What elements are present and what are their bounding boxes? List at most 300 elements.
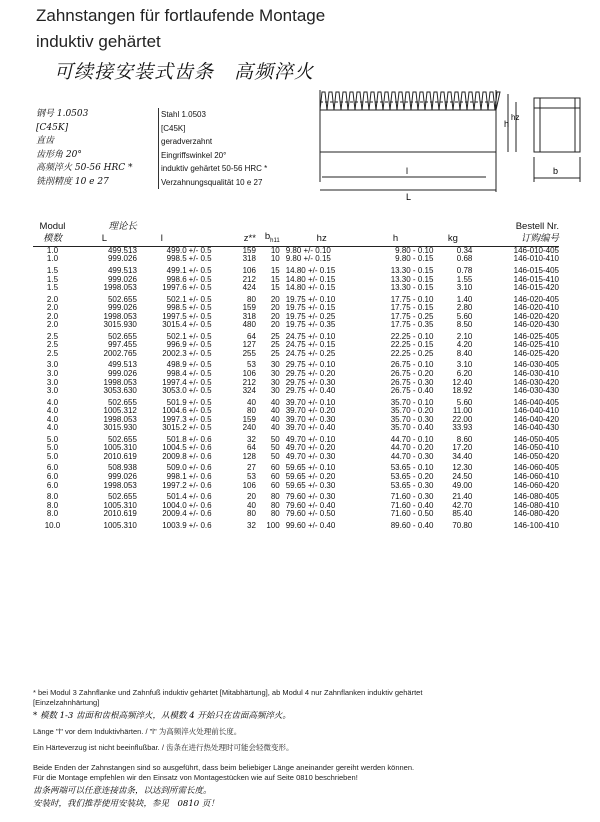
cell-kg: 8.40	[456, 348, 473, 358]
cell-l: 499.1	[166, 265, 187, 275]
cell-h: 44.70 - 0.30	[390, 451, 434, 461]
cell-hz: 19.75 +/- 0.15	[285, 303, 336, 313]
cell-l: 502.1	[166, 294, 187, 304]
cell-z: 106	[242, 369, 256, 378]
table-row	[33, 519, 559, 531]
cell-b: 60	[270, 472, 280, 482]
cell-z: 32	[247, 520, 256, 530]
cell-h: 35.70 - 0.20	[390, 406, 434, 416]
cell-b: 15	[270, 283, 280, 293]
cell-L: 1998.053	[103, 414, 137, 424]
cell-hz: 39.70 +/- 0.40	[285, 423, 336, 433]
cell-h: 26.75 - 0.20	[390, 369, 434, 378]
cell-L: 2010.619	[103, 509, 137, 519]
cell-nr: 146-030-430	[513, 386, 559, 396]
cell-hz: 39.70 +/- 0.30	[285, 414, 336, 424]
cell-l: 1004.6	[162, 406, 187, 416]
cell-hz: 24.75 +/- 0.10	[285, 331, 336, 341]
cell-tol: +/- 0.6	[188, 451, 212, 461]
cell-z: 53	[247, 360, 256, 370]
cell-hz: 59.65 +/- 0.20	[285, 472, 336, 482]
cell-tol: +/- 0.5	[188, 283, 212, 293]
header-b-sub: h11	[270, 237, 280, 244]
cell-nr: 146-050-420	[513, 451, 559, 461]
cell-hz: 29.75 +/- 0.30	[285, 377, 336, 387]
cell-tol: +/- 0.5	[188, 303, 212, 313]
cell-hz: 29.75 +/- 0.10	[285, 360, 336, 370]
cell-l: 2009.8	[162, 451, 187, 461]
cell-h: 17.75 - 0.10	[390, 294, 434, 304]
cell-kg: 3.10	[456, 360, 473, 370]
cell-z: 106	[242, 480, 256, 490]
cell-hz: 49.70 +/- 0.30	[285, 451, 336, 461]
cell-L: 502.655	[107, 294, 137, 304]
cell-z: 64	[247, 443, 256, 453]
table-row	[33, 424, 559, 433]
cell-b: 25	[270, 340, 280, 350]
cell-modul: 2.0	[46, 320, 59, 330]
cell-nr: 146-025-420	[513, 348, 559, 358]
cell-L: 499.513	[107, 245, 137, 255]
cell-h: 53.65 - 0.30	[390, 480, 434, 490]
cell-modul: 6.0	[46, 463, 59, 473]
cell-h: 26.75 - 0.30	[390, 377, 434, 387]
cell-kg: 1.40	[456, 294, 473, 304]
cell-nr: 146-050-405	[513, 434, 559, 444]
cell-z: 318	[242, 254, 256, 264]
cell-kg: 6.20	[456, 369, 473, 378]
table-row	[33, 453, 559, 462]
cell-hz: 19.75 +/- 0.10	[285, 294, 336, 304]
cell-modul: 1.5	[46, 274, 59, 284]
cell-b: 40	[270, 423, 280, 433]
cell-l: 1003.9	[162, 520, 187, 530]
header-h: h	[358, 232, 434, 246]
cell-kg: 34.40	[452, 451, 473, 461]
cell-L: 2010.619	[103, 451, 137, 461]
cell-b: 80	[270, 492, 280, 502]
cell-hz: 19.75 +/- 0.35	[285, 320, 336, 330]
cell-nr: 146-040-420	[513, 414, 559, 424]
cell-h: 17.75 - 0.25	[390, 311, 434, 321]
cell-tol: +/- 0.5	[188, 369, 212, 378]
cell-hz: 59.65 +/- 0.30	[285, 480, 336, 490]
cell-l: 1997.6	[162, 283, 187, 293]
cell-l: 2002.3	[162, 348, 187, 358]
cell-modul: 2.5	[46, 340, 59, 350]
spec-cn-item: 直齿	[36, 136, 55, 146]
cell-tol: +/- 0.5	[188, 348, 212, 358]
cell-L: 1005.310	[103, 443, 137, 453]
spec-cn-item: [C45K]	[36, 122, 69, 133]
header-modul: Modul	[39, 221, 66, 232]
spec-de-item: [C45K]	[161, 123, 186, 133]
cell-b: 20	[270, 294, 280, 304]
cell-hz: 79.60 +/- 0.30	[285, 492, 336, 502]
cell-hz: 39.70 +/- 0.20	[285, 406, 336, 416]
footnote-7-cn: 齿条两端可以任意连接齿条，以达到所需长度。	[33, 786, 212, 796]
spec-de-item: geradverzahnt	[161, 137, 213, 146]
cell-tol: +/- 0.5	[188, 320, 212, 330]
cell-kg: 2.10	[456, 331, 473, 341]
cell-L: 1998.053	[103, 480, 137, 490]
cell-z: 240	[242, 423, 256, 433]
cell-z: 64	[247, 331, 256, 341]
table-body	[33, 246, 559, 530]
cell-h: 71.60 - 0.40	[390, 500, 434, 510]
cell-L: 1005.312	[103, 406, 137, 416]
cell-l: 2009.4	[162, 509, 187, 519]
cell-L: 999.026	[107, 472, 137, 482]
cell-b: 20	[270, 303, 280, 313]
cell-l: 1997.5	[162, 311, 187, 321]
cell-b: 10	[270, 254, 280, 264]
header-b	[256, 232, 280, 246]
cell-tol: +/- 0.5	[188, 423, 212, 433]
header-L: L	[72, 232, 137, 246]
cell-b: 20	[270, 320, 280, 330]
cell-l: 998.4	[166, 369, 187, 378]
cell-z: 318	[242, 311, 256, 321]
cell-kg: 21.40	[452, 492, 473, 502]
cell-l: 509.0	[166, 463, 187, 473]
cell-kg: 1.55	[456, 274, 473, 284]
cell-hz: 79.60 +/- 0.50	[285, 509, 336, 519]
cell-tol: +/- 0.5	[188, 265, 212, 275]
cell-l: 998.5	[166, 254, 187, 264]
cell-l: 998.5	[166, 303, 187, 313]
cell-h: 71.60 - 0.50	[390, 509, 434, 519]
cell-kg: 24.50	[452, 472, 473, 482]
cell-modul: 2.5	[46, 348, 59, 358]
footnote-5: Beide Enden der Zahnstangen sind so ausgeführt, dass beim beliebiger Länge aneinander gereiht werden können.	[33, 763, 415, 772]
cell-l: 501.9	[166, 397, 187, 407]
cell-L: 1998.053	[103, 283, 137, 293]
cell-h: 53.65 - 0.10	[390, 463, 434, 473]
cell-nr: 146-010-410	[513, 254, 559, 264]
spec-cn-item: 铣削精度 10 e 27	[36, 176, 109, 187]
cell-tol: +/- 0.6	[188, 443, 212, 453]
cell-b: 80	[270, 500, 280, 510]
cell-z: 27	[247, 463, 256, 473]
cell-modul: 4.0	[46, 397, 59, 407]
cell-nr: 146-080-410	[513, 500, 559, 510]
header-l: l	[137, 232, 187, 246]
cell-L: 502.655	[107, 331, 137, 341]
cell-nr: 146-040-405	[513, 397, 559, 407]
table-row	[33, 350, 559, 359]
cell-nr: 146-025-410	[513, 340, 559, 350]
cell-modul: 3.0	[46, 377, 59, 387]
cell-h: 9.80 - 0.10	[395, 245, 434, 255]
cell-modul: 5.0	[46, 451, 59, 461]
table-row	[33, 284, 559, 293]
cell-hz: 29.75 +/- 0.20	[285, 369, 336, 378]
cell-kg: 0.78	[456, 265, 473, 275]
cell-tol: +/- 0.5	[188, 340, 212, 350]
header-bestell-nr: Bestell Nr.	[515, 221, 559, 232]
cell-z: 32	[247, 434, 256, 444]
cell-modul: 5.0	[46, 443, 59, 453]
cell-L: 1005.310	[103, 500, 137, 510]
cell-tol: +/- 0.5	[188, 294, 212, 304]
cell-tol: +/- 0.5	[188, 245, 212, 255]
rack-body	[320, 110, 496, 152]
cell-modul: 3.0	[46, 386, 59, 396]
header-hz: hz	[280, 232, 358, 246]
cell-h: 9.80 - 0.15	[395, 254, 434, 264]
cell-h: 35.70 - 0.40	[390, 423, 434, 433]
cell-kg: 4.20	[456, 340, 473, 350]
rack-side-view	[534, 98, 580, 152]
cell-b: 40	[270, 406, 280, 416]
cell-nr: 146-015-420	[513, 283, 559, 293]
cell-L: 502.655	[107, 397, 137, 407]
cell-l: 1004.5	[162, 443, 187, 453]
cell-l: 1997.2	[162, 480, 187, 490]
cell-l: 996.9	[166, 340, 187, 350]
cell-h: 13.30 - 0.15	[390, 283, 434, 293]
cell-nr: 146-030-410	[513, 369, 559, 378]
cell-modul: 8.0	[46, 500, 59, 510]
cell-modul: 1.0	[46, 254, 59, 264]
cell-tol: +/- 0.6	[188, 509, 212, 519]
label-hz: hz	[511, 113, 520, 122]
cell-h: 53.65 - 0.20	[390, 472, 434, 482]
cell-nr: 146-020-420	[513, 311, 559, 321]
cell-b: 30	[270, 360, 280, 370]
cell-z: 212	[242, 377, 256, 387]
cell-z: 127	[242, 340, 256, 350]
cell-L: 3015.930	[103, 423, 137, 433]
cell-tol: +/- 0.5	[188, 254, 212, 264]
cell-b: 15	[270, 274, 280, 284]
cell-l: 3015.4	[162, 320, 187, 330]
cell-h: 26.75 - 0.10	[390, 360, 434, 370]
cell-hz: 79.60 +/- 0.40	[285, 500, 336, 510]
header-z: z**	[232, 232, 256, 246]
cell-kg: 12.30	[452, 463, 473, 473]
header-nr-cn: 订购编号	[472, 232, 559, 246]
cell-kg: 5.60	[456, 311, 473, 321]
cell-h: 35.70 - 0.30	[390, 414, 434, 424]
cell-L: 1998.053	[103, 377, 137, 387]
cell-L: 1998.053	[103, 311, 137, 321]
cell-b: 30	[270, 386, 280, 396]
header-modul-cn: 模数	[33, 232, 72, 246]
cell-L: 508.938	[107, 463, 137, 473]
cell-tol: +/- 0.5	[188, 386, 212, 396]
cell-modul: 4.0	[46, 406, 59, 416]
cell-nr: 146-060-420	[513, 480, 559, 490]
cell-kg: 17.20	[452, 443, 473, 453]
table-row	[33, 510, 559, 519]
title-line-3-cn: 可续接安装式齿条 高频淬火	[54, 61, 315, 83]
cell-nr: 146-020-410	[513, 303, 559, 313]
cell-tol: +/- 0.6	[188, 434, 212, 444]
cell-l: 3015.2	[162, 423, 187, 433]
cell-z: 128	[242, 451, 256, 461]
cell-hz: 14.80 +/- 0.15	[285, 283, 336, 293]
cell-b: 30	[270, 369, 280, 378]
cell-hz: 9.80 +/- 0.10	[285, 245, 331, 255]
cell-hz: 24.75 +/- 0.25	[285, 348, 336, 358]
cell-kg: 3.10	[456, 283, 473, 293]
cell-tol: +/- 0.6	[188, 492, 212, 502]
cell-kg: 5.60	[456, 397, 473, 407]
cell-l: 998.6	[166, 274, 187, 284]
label-b: b	[553, 166, 559, 176]
cell-modul: 2.0	[46, 311, 59, 321]
cell-tol: +/- 0.5	[188, 397, 212, 407]
footnote-8-cn: 安装时，我们推荐使用安装块，参见 0810 页！	[33, 799, 219, 809]
cell-kg: 0.68	[456, 254, 473, 264]
cell-z: 80	[247, 294, 256, 304]
cell-L: 3015.930	[103, 320, 137, 330]
spec-cn-item: 钢号 1.0503	[36, 109, 89, 119]
cell-tol: +/- 0.5	[188, 274, 212, 284]
cell-kg: 8.60	[456, 434, 473, 444]
cell-h: 35.70 - 0.10	[390, 397, 434, 407]
spec-de-item: Verzahnungsqualität 10 e 27	[161, 177, 263, 187]
title-line-1: Zahnstangen für fortlaufende Montage	[36, 6, 326, 25]
cell-l: 1997.3	[162, 414, 187, 424]
cell-modul: 8.0	[46, 509, 59, 519]
cell-modul: 2.5	[46, 331, 59, 341]
cell-h: 26.75 - 0.40	[390, 386, 434, 396]
cell-b: 60	[270, 463, 280, 473]
cell-z: 159	[242, 414, 256, 424]
cell-b: 50	[270, 434, 280, 444]
cell-hz: 19.75 +/- 0.25	[285, 311, 336, 321]
cell-modul: 1.5	[46, 283, 59, 293]
cell-z: 80	[247, 509, 256, 519]
table-row	[33, 255, 559, 264]
cell-L: 502.655	[107, 492, 137, 502]
cell-l: 499.0	[166, 245, 187, 255]
cell-modul: 2.0	[46, 303, 59, 313]
cell-h: 44.70 - 0.20	[390, 443, 434, 453]
cell-hz: 29.75 +/- 0.40	[285, 386, 336, 396]
cell-modul: 4.0	[46, 423, 59, 433]
cell-z: 480	[242, 320, 256, 330]
rack-technical-drawing	[300, 82, 600, 212]
label-l: l	[406, 166, 408, 176]
cell-z: 159	[242, 245, 256, 255]
cell-h: 44.70 - 0.10	[390, 434, 434, 444]
cell-h: 22.25 - 0.10	[390, 331, 434, 341]
cell-modul: 2.0	[46, 294, 59, 304]
cell-nr: 146-100-410	[513, 520, 559, 530]
cell-tol: +/- 0.6	[188, 480, 212, 490]
cell-l: 502.1	[166, 331, 187, 341]
cell-b: 50	[270, 451, 280, 461]
cell-z: 212	[242, 274, 256, 284]
cell-z: 424	[242, 283, 256, 293]
table-header-row-2	[33, 232, 559, 246]
footnote-1: * bei Modul 3 Zahnflanke und Zahnfuß induktiv gehärtet [Mitabhärtung], ab Modul 4 nur Zahnflanken induktiv gehärtet	[33, 688, 423, 697]
footnote-3: Länge "l" vor dem Induktivhärten. / "l" 为高频淬火处理前长度。	[33, 727, 242, 736]
cell-nr: 146-030-420	[513, 377, 559, 387]
spec-cn-item: 齿形角 20°	[36, 149, 82, 160]
header-L-cn: 理论长	[108, 221, 137, 232]
label-L: L	[406, 192, 412, 202]
cell-modul: 3.0	[46, 360, 59, 370]
cell-b: 60	[270, 480, 280, 490]
cell-nr: 146-060-405	[513, 463, 559, 473]
cell-b: 15	[270, 265, 280, 275]
cell-l: 501.4	[166, 492, 187, 502]
table-row	[33, 321, 559, 330]
cell-modul: 4.0	[46, 414, 59, 424]
cell-z: 20	[247, 492, 256, 502]
rack-teeth-outline	[320, 92, 500, 110]
cell-b: 40	[270, 397, 280, 407]
cell-nr: 146-060-410	[513, 472, 559, 482]
cell-b: 25	[270, 331, 280, 341]
cell-tol: +/- 0.6	[188, 472, 212, 482]
cell-h: 17.75 - 0.35	[390, 320, 434, 330]
cell-l: 501.8	[166, 434, 187, 444]
cell-kg: 85.40	[452, 509, 473, 519]
cell-L: 999.026	[107, 274, 137, 284]
cell-b: 80	[270, 509, 280, 519]
cell-modul: 3.0	[46, 369, 59, 378]
cell-hz: 59.65 +/- 0.10	[285, 463, 336, 473]
cell-tol: +/- 0.6	[188, 500, 212, 510]
cell-nr: 146-050-410	[513, 443, 559, 453]
cell-z: 106	[242, 265, 256, 275]
cell-hz: 9.80 +/- 0.15	[285, 254, 331, 264]
cell-l: 498.9	[166, 360, 187, 370]
cell-hz: 49.70 +/- 0.10	[285, 434, 336, 444]
cell-h: 17.75 - 0.15	[390, 303, 434, 313]
cell-b: 50	[270, 443, 280, 453]
cell-modul: 8.0	[46, 492, 59, 502]
cell-L: 999.026	[107, 254, 137, 264]
cell-kg: 0.34	[456, 245, 473, 255]
cell-z: 80	[247, 406, 256, 416]
cell-kg: 8.50	[456, 320, 473, 330]
spec-de-item: induktiv gehärtet 50-56 HRC *	[161, 164, 268, 173]
cell-tol: +/- 0.5	[188, 311, 212, 321]
rack-spec-table	[33, 222, 559, 530]
spec-de-item: Stahl 1.0503	[161, 110, 206, 119]
cell-nr: 146-025-405	[513, 331, 559, 341]
cell-modul: 10.0	[44, 520, 61, 530]
footnote-4: Ein Härteverzug ist nicht beeinflußbar. / 齿条在进行热处理时可能会轻微变形。	[33, 743, 294, 752]
cell-h: 71.60 - 0.30	[390, 492, 434, 502]
cell-nr: 146-015-405	[513, 265, 559, 275]
cell-L: 2002.765	[103, 348, 137, 358]
cell-tol: +/- 0.6	[188, 463, 212, 473]
table-row	[33, 490, 559, 502]
cell-nr: 146-040-430	[513, 423, 559, 433]
cell-kg: 49.00	[452, 480, 473, 490]
cell-h: 13.30 - 0.15	[390, 274, 434, 284]
cell-h: 22.25 - 0.25	[390, 348, 434, 358]
cell-nr: 146-015-410	[513, 274, 559, 284]
cell-modul: 1.0	[46, 245, 59, 255]
cell-tol: +/- 0.5	[188, 414, 212, 424]
cell-l: 998.1	[166, 472, 187, 482]
cell-b: 20	[270, 311, 280, 321]
cell-z: 53	[247, 472, 256, 482]
cell-hz: 99.60 +/- 0.40	[285, 520, 336, 530]
title-line-2: induktiv gehärtet	[36, 32, 161, 51]
header-kg: kg	[433, 232, 472, 246]
cell-b: 25	[270, 348, 280, 358]
